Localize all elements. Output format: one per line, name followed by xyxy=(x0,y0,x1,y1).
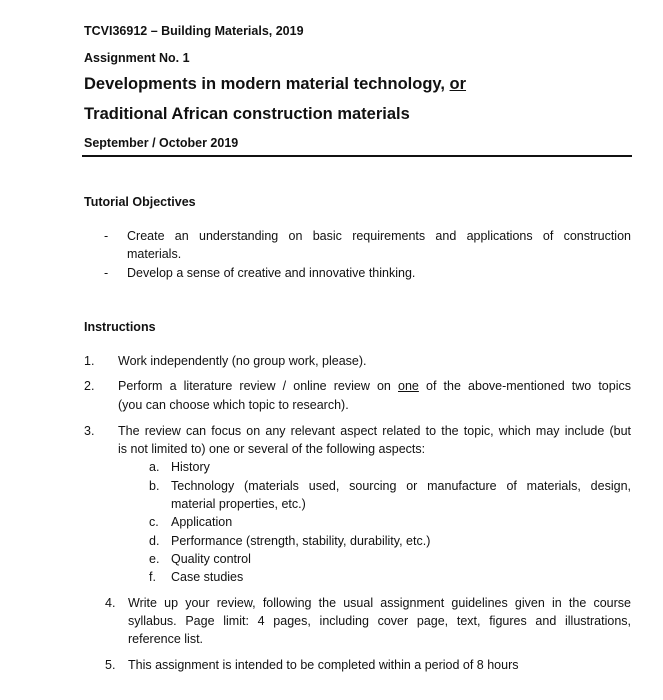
objective-bullet: - xyxy=(104,266,109,280)
instruction-text: reference list. xyxy=(128,632,204,646)
objective-line: Develop a sense of creative and innovative thinking. xyxy=(127,266,416,280)
instruction-number: 1. xyxy=(84,354,95,368)
course-title: TCVI36912 – Building Materials, 2019 xyxy=(84,24,304,38)
instruction-number: 4. xyxy=(105,596,116,610)
aspect-letter: c. xyxy=(149,515,159,529)
aspect-text: Application xyxy=(171,515,233,529)
instruction-text: (you can choose which topic to research). xyxy=(118,398,349,412)
objective-line: materials. xyxy=(127,247,182,261)
instruction-text xyxy=(118,377,631,395)
objective-bullet: - xyxy=(104,229,109,243)
objective-line: Create an understanding on basic requirements and applications of construction xyxy=(127,229,631,243)
topic-one-text: Developments in modern material technology, xyxy=(84,75,450,93)
topic-or: or xyxy=(449,75,467,93)
instruction-emphasis: one xyxy=(398,379,419,393)
objectives-heading: Tutorial Objectives xyxy=(84,195,196,209)
instruction-text: Write up your review, following the usual assignment guidelines given in the course xyxy=(128,596,631,610)
topic-two: Traditional African construction materials xyxy=(84,105,410,123)
instruction-text: Work independently (no group work, please). xyxy=(118,354,367,368)
instruction-number: 5. xyxy=(105,658,116,672)
aspect-letter: a. xyxy=(149,460,160,474)
date-line: September / October 2019 xyxy=(84,136,239,150)
aspect-letter: e. xyxy=(149,552,160,566)
assignment-number: Assignment No. 1 xyxy=(84,51,190,65)
instruction-text: This assignment is intended to be completed within a period of 8 hours xyxy=(128,658,519,672)
aspect-text: Technology (materials used, sourcing or manufacture of materials, design, xyxy=(171,479,631,493)
aspect-text: material properties, etc.) xyxy=(171,497,306,511)
aspect-letter: d. xyxy=(149,534,160,548)
header-divider xyxy=(82,155,632,157)
instruction-number: 3. xyxy=(84,424,95,438)
instruction-text: is not limited to) one or several of the following aspects: xyxy=(118,442,426,456)
instruction-text: syllabus. Page limit: 4 pages, including cover page, text, figures and illustrations, xyxy=(128,614,631,628)
topic-one xyxy=(84,75,466,94)
instruction-text-part: of the above-mentioned two topics xyxy=(418,379,631,393)
aspect-letter: b. xyxy=(149,479,160,493)
instruction-text-part: Perform a literature review / online review on xyxy=(118,379,399,393)
aspect-letter: f. xyxy=(149,570,156,584)
instruction-text: The review can focus on any relevant aspect related to the topic, which may include (but xyxy=(118,424,631,438)
aspect-text: Performance (strength, stability, durability, etc.) xyxy=(171,534,431,548)
aspect-text: History xyxy=(171,460,210,474)
aspect-text: Case studies xyxy=(171,570,244,584)
instruction-number: 2. xyxy=(84,379,95,393)
aspect-text: Quality control xyxy=(171,552,251,566)
instructions-heading: Instructions xyxy=(84,320,156,334)
